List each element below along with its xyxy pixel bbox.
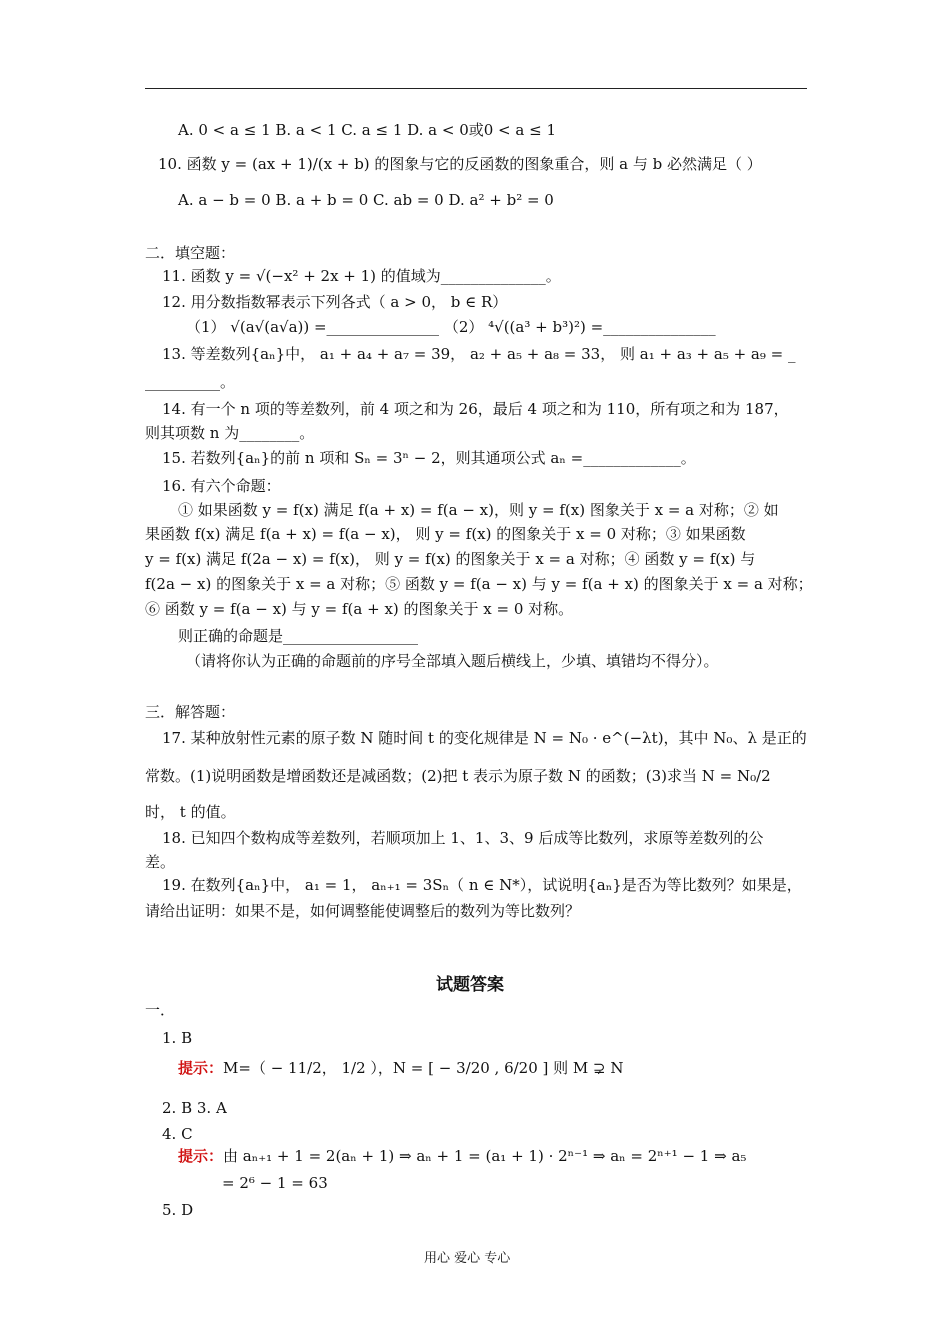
q13-line1: 13. 等差数列{aₙ}中， a₁ + a₄ + a₇ = 39， a₂ + a₅ + a₈ = 33， 则 a₁ + a₃ + a₅ + a₉ = _ [162, 345, 796, 363]
q18-line1: 18. 已知四个数构成等差数列，若顺项加上 1、1、3、9 后成等比数列，求原等差数列的公 [162, 829, 764, 847]
answer-4-hint-body: 由 aₙ₊₁ + 1 = 2(aₙ + 1) ⇒ aₙ + 1 = (a₁ + 1) · 2ⁿ⁻¹ ⇒ aₙ = 2ⁿ⁺¹ − 1 ⇒ a₅ [223, 1147, 747, 1165]
q19-line2: 请给出证明：如果不是，如何调整能使调整后的数列为等比数列？ [145, 902, 581, 920]
hint-label: 提示： [178, 1059, 224, 1077]
q17-line3: 时， t 的值。 [145, 803, 236, 821]
q13-line2: __________。 [145, 373, 236, 391]
answer-1-hint-body: M=（ − 11/2， 1/2 ），N = [ − 3/20 , 6/20 ] 则 M ⊋ N [223, 1059, 624, 1077]
q16-line5: ⑥ 函数 y = f(a − x) 与 y = f(a + x) 的图象关于 x = 0 对称。 [145, 600, 574, 618]
q16-line4: f(2a − x) 的图象关于 x = a 对称；⑤ 函数 y = f(a − x) 与 y = f(a + x) 的图象关于 x = a 对称； [145, 575, 813, 593]
q11: 11. 函数 y = √(−x² + 2x + 1) 的值域为______________。 [162, 267, 561, 285]
q15: 15. 若数列{aₙ}的前 n 项和 Sₙ = 3ⁿ − 2，则其通项公式 aₙ =_____________。 [162, 449, 696, 467]
answer-1: 1. B [162, 1029, 193, 1047]
q17-line2: 常数。(1)说明函数是增函数还是减函数；(2)把 t 表示为原子数 N 的函数；(3)求当 N = N₀/2 [145, 767, 771, 785]
answer-1-hint [178, 1058, 624, 1078]
q10-stem: 10. 函数 y = (ax + 1)/(x + b) 的图象与它的反函数的图象重合，则 a 与 b 必然满足（ ） [158, 155, 762, 173]
q18-line2: 差。 [145, 853, 176, 871]
hint-label: 提示： [178, 1147, 224, 1165]
q16-answer-blank: 则正确的命题是__________________ [178, 627, 419, 645]
q16-note: （请将你认为正确的命题前的序号全部填入题后横线上，少填、填错均不得分）。 [186, 652, 719, 670]
answers-2-3: 2. B 3. A [162, 1099, 227, 1117]
q12: 12. 用分数指数幂表示下列各式（ a > 0， b ∈ R） [162, 293, 508, 311]
q12-parts: （1） √(a√(a√a)) =_______________ （2） ⁴√((a³ + b³)²) =_______________ [186, 318, 716, 336]
q10-options: A. a − b = 0 B. a + b = 0 C. ab = 0 D. a² + b² = 0 [178, 191, 554, 209]
q9-options: A. 0 < a ≤ 1 B. a < 1 C. a ≤ 1 D. a < 0或0 < a ≤ 1 [178, 121, 556, 139]
page-footer: 用心 爱心 专心 [424, 1251, 511, 1266]
q19-line1: 19. 在数列{aₙ}中， a₁ = 1， aₙ₊₁ = 3Sₙ（ n ∈ N*），试说明{aₙ}是否为等比数列？如果是， [162, 876, 802, 894]
answers-title: 试题答案 [436, 975, 504, 995]
q16-line3: y = f(x) 满足 f(2a − x) = f(x)， 则 y = f(x) 的图象关于 x = a 对称；④ 函数 y = f(x) 与 [145, 550, 756, 568]
q17-line1: 17. 某种放射性元素的原子数 N 随时间 t 的变化规律是 N = N₀ · e^(−λt)，其中 N₀、λ 是正的 [162, 729, 807, 747]
q16-line2: 果函数 f(x) 满足 f(a + x) = f(a − x)， 则 y = f(x) 的图象关于 x = 0 对称；③ 如果函数 [145, 525, 746, 543]
q16-line1: ① 如果函数 y = f(x) 满足 f(a + x) = f(a − x)，则 y = f(x) 图象关于 x = a 对称；② 如 [178, 501, 779, 519]
section-fill-in-heading: 二．填空题： [145, 244, 236, 262]
answer-4-hint [178, 1146, 746, 1166]
section-solve-heading: 三．解答题： [145, 703, 236, 721]
answer-4: 4. C [162, 1125, 193, 1143]
q14-line1: 14. 有一个 n 项的等差数列，前 4 项之和为 26，最后 4 项之和为 110，所有项之和为 187， [162, 400, 789, 418]
header-rule [145, 88, 807, 89]
answer-4-result: = 2⁶ − 1 = 63 [222, 1174, 328, 1192]
q14-line2: 则其项数 n 为________。 [145, 424, 315, 442]
q16-stem: 16. 有六个命题： [162, 477, 281, 495]
answers-section-1: 一． [145, 1001, 176, 1019]
answer-5: 5. D [162, 1201, 194, 1219]
